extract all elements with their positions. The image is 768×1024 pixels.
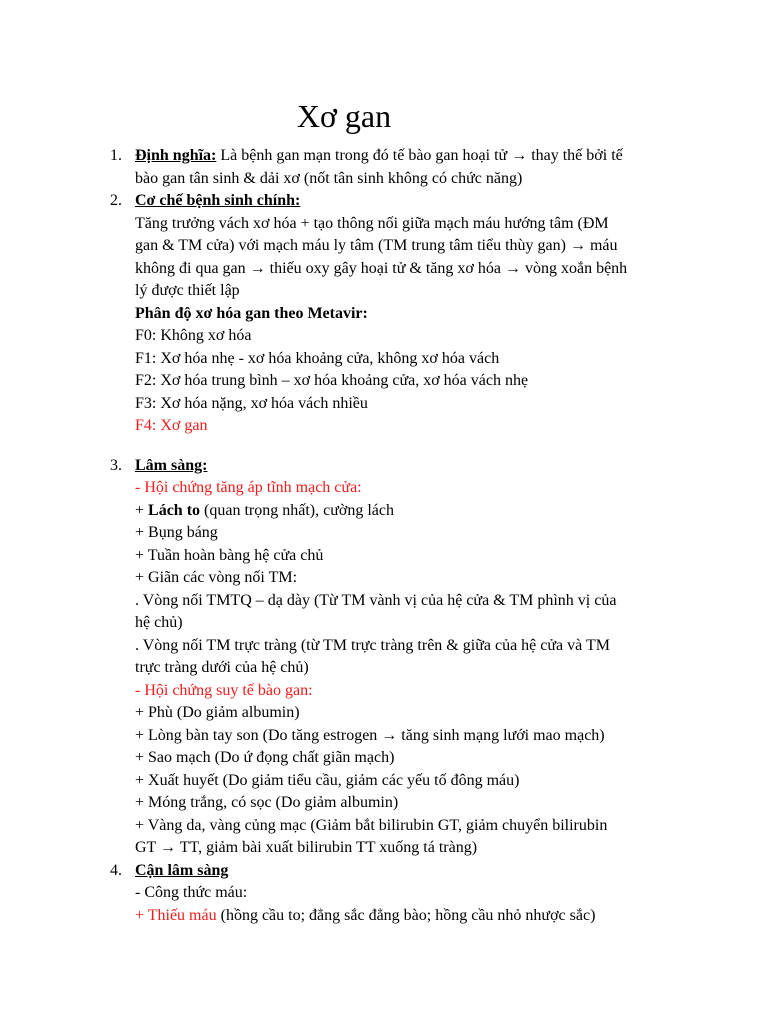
section-clinical	[0, 455, 688, 860]
metavir-grade-f2: F2: Xơ hóa trung bình – xơ hóa khoảng cửa, xơ hóa vách nhẹ	[135, 372, 529, 389]
liver-failure-title: - Hội chứng suy tế bào gan:	[135, 681, 313, 699]
section-definition	[0, 145, 688, 190]
metavir-grade-f1: F1: Xơ hóa nhẹ - xơ hóa khoảng cửa, không xơ hóa vách	[135, 349, 500, 367]
liver-item: + Móng trắng, có sọc (Do giảm albumin)	[135, 794, 399, 811]
portal-item: + Bụng báng	[135, 524, 218, 541]
liver-item: + Phù (Do giảm albumin)	[135, 704, 300, 721]
blood-count-line: - Công thức máu:	[135, 884, 248, 901]
metavir-heading: Phân độ xơ hóa gan theo Metavir:	[135, 304, 368, 322]
section-heading: Lâm sàng:	[135, 456, 208, 474]
liver-item: + Xuất huyết (Do giảm tiểu cầu, giảm các yếu tố đông máu)	[135, 771, 520, 789]
pathogenesis-line: lý được thiết lập	[135, 282, 240, 299]
liver-item: + Sao mạch (Do ứ đọng chất giãn mạch)	[135, 749, 395, 766]
pathogenesis-line: gan & TM cửa) với mạch máu ly tâm (TM trung tâm tiểu thùy gan) → máu	[135, 237, 618, 254]
portal-item: + Tuần hoàn bàng hệ cửa chủ	[135, 546, 324, 564]
section-number: 3.	[110, 456, 122, 474]
anemia-line: + Thiếu máu (hồng cầu to; đẳng sắc đẳng bào; hồng cầu nhỏ nhược sắc)	[135, 906, 596, 924]
section-pathogenesis	[0, 190, 688, 438]
portal-hypertension-title: - Hội chứng tăng áp tĩnh mạch cửa:	[135, 479, 362, 496]
section-heading: Định nghĩa:	[135, 147, 217, 164]
section-number: 2.	[110, 192, 122, 209]
document-title: Xơ gan	[296, 98, 392, 134]
paragraph-gap	[0, 438, 688, 455]
section-number: 4.	[110, 861, 122, 879]
liver-item: GT → TT, giảm bài xuất bilirubin TT xuống tá tràng)	[135, 839, 478, 856]
portal-item: hệ chủ)	[135, 614, 183, 631]
portal-item: . Vòng nối TM trực tràng (từ TM trực tràng trên & giữa của hệ cửa và TM	[135, 636, 610, 654]
spleen-item: + Lách to (quan trọng nhất), cường lách	[135, 501, 394, 519]
section-paraclinical	[0, 860, 688, 928]
metavir-grade-f3: F3: Xơ hóa nặng, xơ hóa vách nhiều	[135, 394, 368, 412]
metavir-grade-f4: F4: Xơ gan	[135, 417, 208, 434]
liver-item: + Lòng bàn tay son (Do tăng estrogen → tăng sinh mạng lưới mao mạch)	[135, 726, 605, 744]
section-heading: Cơ chế bệnh sinh chính:	[135, 192, 301, 209]
metavir-grade-f0: F0: Không xơ hóa	[135, 327, 252, 344]
portal-item: . Vòng nối TMTQ – dạ dày (Từ TM vành vị của hệ cửa & TM phình vị của	[135, 591, 617, 609]
liver-item: + Vàng da, vàng củng mạc (Giảm bắt bilirubin GT, giảm chuyển bilirubin	[135, 816, 608, 834]
section-number: 1.	[110, 147, 122, 164]
definition-line-1: Định nghĩa: Là bệnh gan mạn trong đó tế bào gan hoại tử → thay thế bởi tế	[135, 147, 623, 164]
pathogenesis-line: không đi qua gan → thiếu oxy gây hoại tử & tăng xơ hóa → vòng xoắn bệnh	[135, 259, 628, 277]
pathogenesis-line: Tăng trưởng vách xơ hóa + tạo thông nối giữa mạch máu hướng tâm (ĐM	[135, 214, 609, 232]
portal-item: trực tràng dưới của hệ chủ)	[135, 659, 309, 676]
portal-item: + Giãn các vòng nối TM:	[135, 569, 298, 586]
section-heading: Cận lâm sàng	[135, 861, 229, 879]
definition-line-2: bào gan tân sinh & dải xơ (nốt tân sinh không có chức năng)	[135, 169, 523, 187]
